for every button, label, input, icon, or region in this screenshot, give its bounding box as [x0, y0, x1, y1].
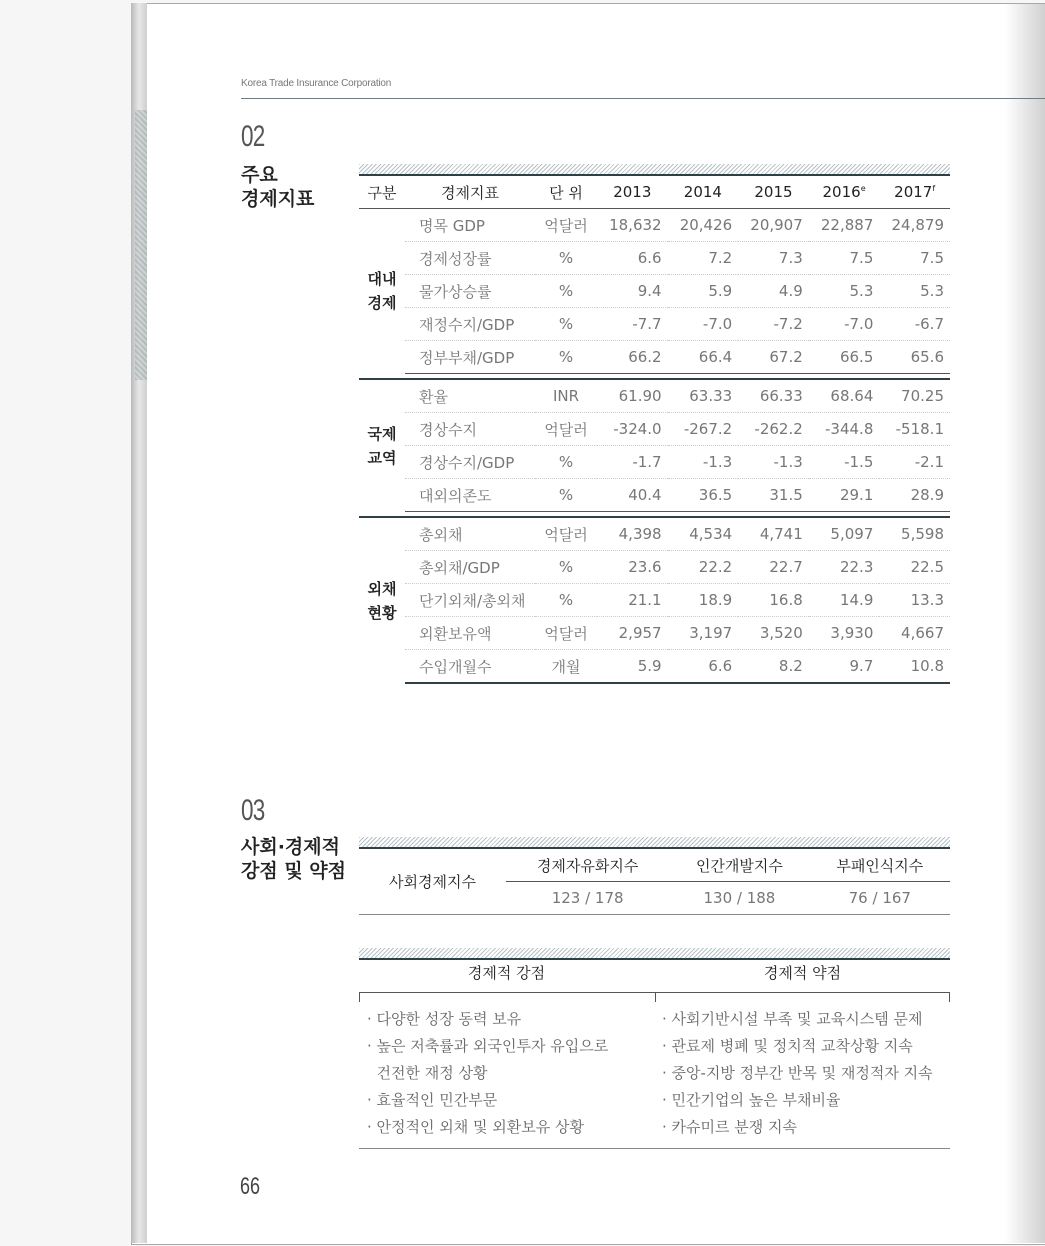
header-org-name: Korea Trade Insurance Corporation: [241, 78, 392, 89]
weakness-item: · 사회기반시설 부족 및 교육시스템 문제: [662, 1010, 923, 1028]
strength-item: · 효율적인 민간부문: [367, 1091, 498, 1109]
indicator-name: 수입개월수: [405, 650, 535, 684]
section-3-title-line2: 강점 및 약점: [241, 860, 346, 882]
col-header-indicator: 경제지표: [405, 176, 535, 209]
group-label: [359, 379, 405, 512]
indicator-value: 18,632: [597, 209, 668, 242]
sw-tick-middle: [655, 992, 656, 1002]
col-header-unit: 단 위: [535, 176, 597, 209]
indicator-value: -6.7: [879, 308, 950, 341]
section-2-title-line1: 주요: [241, 164, 278, 186]
weaknesses-heading: 경제적 약점: [763, 964, 842, 982]
table-row: [359, 209, 950, 242]
table-row: [359, 551, 950, 584]
table-row: [359, 446, 950, 479]
indicator-value: 66.4: [668, 341, 739, 374]
table-hatch-bar: [359, 164, 950, 176]
table-row: [359, 479, 950, 512]
indicator-value: 6.6: [668, 650, 739, 684]
sw-bottom-rule: [359, 1148, 950, 1149]
indicator-name: 대외의존도: [405, 479, 535, 512]
indicator-value: 66.33: [738, 379, 809, 413]
economic-indicators-table: [359, 176, 950, 684]
index-name: 부패인식지수: [810, 849, 950, 882]
indicator-value: -1.3: [668, 446, 739, 479]
strengths-heading: 경제적 강점: [467, 964, 546, 982]
index-value: 76 / 167: [810, 882, 950, 915]
indicator-value: 13.3: [879, 584, 950, 617]
indicator-value: -7.0: [668, 308, 739, 341]
indicator-value: -7.0: [809, 308, 880, 341]
group-label: [359, 209, 405, 374]
section-3-title-line1: 사회·경제적: [241, 836, 340, 858]
indicator-value: 70.25: [879, 379, 950, 413]
indicator-value: 7.3: [738, 242, 809, 275]
indicator-value: 5.3: [879, 275, 950, 308]
table-row: [359, 341, 950, 374]
indicator-value: 7.5: [809, 242, 880, 275]
indicator-name: 경상수지: [405, 413, 535, 446]
indicator-value: 3,930: [809, 617, 880, 650]
indicator-value: 5.9: [668, 275, 739, 308]
group-label-line2: 교역: [367, 448, 397, 467]
indicator-value: 4.9: [738, 275, 809, 308]
indicator-name: 명목 GDP: [405, 209, 535, 242]
strength-item: 건전한 재정 상황: [367, 1064, 488, 1082]
indicator-value: -1.7: [597, 446, 668, 479]
indicator-value: 22,887: [809, 209, 880, 242]
table-row: [359, 517, 950, 551]
indicator-value: -2.1: [879, 446, 950, 479]
indicator-value: 5.3: [809, 275, 880, 308]
page-number: 66: [240, 1173, 261, 1200]
col-header-2017: 2017$^f$: [879, 176, 950, 209]
indicator-value: 29.1: [809, 479, 880, 512]
indicator-value: -518.1: [879, 413, 950, 446]
indicator-value: -7.7: [597, 308, 668, 341]
indicator-name: 단기외채/총외채: [405, 584, 535, 617]
indicator-value: 65.6: [879, 341, 950, 374]
indicator-value: 5,598: [879, 517, 950, 551]
indicator-unit: %: [535, 551, 597, 584]
indicator-value: 28.9: [879, 479, 950, 512]
indicator-value: 66.5: [809, 341, 880, 374]
indicator-value: 4,741: [738, 517, 809, 551]
indicator-value: 22.7: [738, 551, 809, 584]
table-row: [359, 379, 950, 413]
indicator-value: 67.2: [738, 341, 809, 374]
socio-economic-index-table: [359, 849, 950, 915]
indicator-name: 환율: [405, 379, 535, 413]
indicator-value: 4,667: [879, 617, 950, 650]
indicator-value: 68.64: [809, 379, 880, 413]
index-row-label: 사회경제지수: [359, 849, 506, 915]
indicator-unit: %: [535, 341, 597, 374]
section-3-number: 03: [241, 794, 265, 827]
estimate-mark: e: [860, 184, 866, 193]
indicator-value: 10.8: [879, 650, 950, 684]
section-2-title-line2: 경제지표: [241, 188, 315, 210]
col-header-category: 구분: [359, 176, 405, 209]
table-row: [359, 413, 950, 446]
strength-item: · 높은 저축률과 외국인투자 유입으로: [367, 1037, 609, 1055]
indicator-value: 5,097: [809, 517, 880, 551]
indicator-value: 21.1: [597, 584, 668, 617]
col-header-2013: 2013: [597, 176, 668, 209]
indicator-unit: INR: [535, 379, 597, 413]
weaknesses-list: [662, 1006, 933, 1141]
indicator-value: 4,534: [668, 517, 739, 551]
indicator-name: 물가상승률: [405, 275, 535, 308]
weakness-item: · 중앙-지방 정부간 반목 및 재정적자 지속: [662, 1064, 933, 1082]
indicator-unit: %: [535, 242, 597, 275]
indicator-unit: %: [535, 479, 597, 512]
indicator-value: -344.8: [809, 413, 880, 446]
sw-hatch-bar: [359, 948, 950, 960]
indicator-value: -267.2: [668, 413, 739, 446]
index-name: 경제자유화지수: [506, 849, 669, 882]
group-label-line1: 국제: [367, 424, 397, 443]
indicator-value: 22.3: [809, 551, 880, 584]
indicator-unit: %: [535, 308, 597, 341]
indicator-value: 20,907: [738, 209, 809, 242]
col-header-2015: 2015: [738, 176, 809, 209]
indicator-unit: 억달러: [535, 209, 597, 242]
indicator-value: 3,197: [668, 617, 739, 650]
indicator-value: 14.9: [809, 584, 880, 617]
indicator-value: 9.7: [809, 650, 880, 684]
indicator-unit: 개월: [535, 650, 597, 684]
indicator-value: -1.3: [738, 446, 809, 479]
indicator-value: 4,398: [597, 517, 668, 551]
indicator-unit: %: [535, 275, 597, 308]
index-header-row: [359, 849, 950, 882]
index-value: 130 / 188: [669, 882, 809, 915]
table-row: [359, 242, 950, 275]
indicator-value: 61.90: [597, 379, 668, 413]
indicator-unit: 억달러: [535, 617, 597, 650]
index-hatch-bar: [359, 837, 950, 849]
indicator-value: 40.4: [597, 479, 668, 512]
table-row: [359, 584, 950, 617]
indicator-value: 23.6: [597, 551, 668, 584]
indicator-name: 정부부채/GDP: [405, 341, 535, 374]
col-header-2016: 2016e: [809, 176, 880, 209]
table-row: [359, 650, 950, 684]
indicator-unit: %: [535, 584, 597, 617]
indicator-value: -1.5: [809, 446, 880, 479]
forecast-mark: f: [932, 184, 936, 193]
indicator-value: 7.5: [879, 242, 950, 275]
indicator-value: 8.2: [738, 650, 809, 684]
indicator-value: 7.2: [668, 242, 739, 275]
indicator-value: 36.5: [668, 479, 739, 512]
table-row: [359, 617, 950, 650]
table-row: [359, 308, 950, 341]
indicator-value: 20,426: [668, 209, 739, 242]
indicator-name: 총외채: [405, 517, 535, 551]
col-header-2014: 2014: [668, 176, 739, 209]
indicator-value: 24,879: [879, 209, 950, 242]
strength-item: · 다양한 성장 동력 보유: [367, 1010, 522, 1028]
indicator-value: -324.0: [597, 413, 668, 446]
weakness-item: · 민간기업의 높은 부채비율: [662, 1091, 841, 1109]
indicator-unit: %: [535, 446, 597, 479]
indicator-value: 2,957: [597, 617, 668, 650]
indicator-name: 총외채/GDP: [405, 551, 535, 584]
indicator-value: -262.2: [738, 413, 809, 446]
indicator-unit: 억달러: [535, 413, 597, 446]
indicator-unit: 억달러: [535, 517, 597, 551]
indicator-value: 16.8: [738, 584, 809, 617]
section-2-title: [241, 163, 314, 211]
index-name: 인간개발지수: [669, 849, 809, 882]
indicator-name: 외환보유액: [405, 617, 535, 650]
weakness-item: · 관료제 병폐 및 정치적 교착상황 지속: [662, 1037, 913, 1055]
page-edge-shadow: [1005, 3, 1045, 1243]
weakness-item: · 카슈미르 분쟁 지속: [662, 1118, 797, 1136]
indicator-value: 5.9: [597, 650, 668, 684]
group-label-line2: 경제: [367, 294, 397, 313]
economic-indicators-body: [359, 209, 950, 684]
indicator-value: 22.2: [668, 551, 739, 584]
indicator-name: 경제성장률: [405, 242, 535, 275]
binding-texture: [135, 110, 147, 380]
section-2-number: 02: [241, 120, 265, 153]
sw-tick-right: [949, 992, 950, 1002]
sw-tick-left: [359, 992, 360, 1002]
indicator-value: -7.2: [738, 308, 809, 341]
indicator-name: 재정수지/GDP: [405, 308, 535, 341]
group-label-line1: 외채: [367, 579, 397, 598]
index-value: 123 / 178: [506, 882, 669, 915]
header-rule: [241, 98, 1045, 99]
group-label-line1: 대내: [367, 270, 397, 289]
group-label: [359, 517, 405, 683]
indicator-value: 66.2: [597, 341, 668, 374]
strengths-list: [367, 1006, 608, 1141]
group-label-line2: 현황: [367, 603, 397, 622]
table-row: [359, 275, 950, 308]
indicator-name: 경상수지/GDP: [405, 446, 535, 479]
indicator-value: 18.9: [668, 584, 739, 617]
section-3-title: [241, 835, 346, 883]
strength-item: · 안정적인 외채 및 외환보유 상황: [367, 1118, 584, 1136]
table-header-row: [359, 176, 950, 209]
indicator-value: 6.6: [597, 242, 668, 275]
indicator-value: 22.5: [879, 551, 950, 584]
indicator-value: 63.33: [668, 379, 739, 413]
indicator-value: 31.5: [738, 479, 809, 512]
indicator-value: 9.4: [597, 275, 668, 308]
indicator-value: 3,520: [738, 617, 809, 650]
